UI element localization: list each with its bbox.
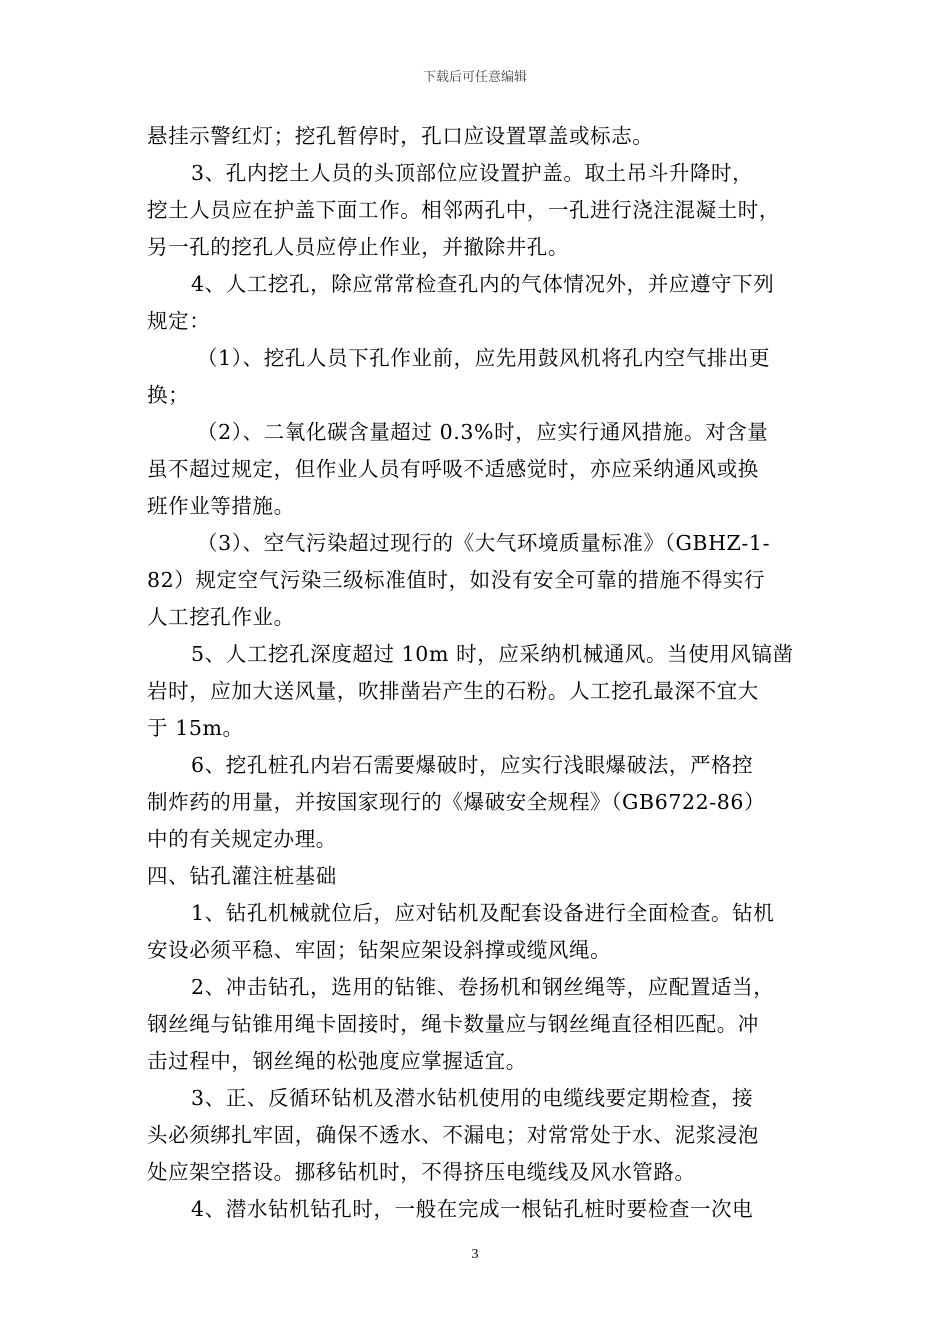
text-line: 处应架空搭设。挪移钻机时，不得挤压电缆线及风水管路。 <box>147 1160 696 1184</box>
text-line: 击过程中，钢丝绳的松弛度应掌握适宜。 <box>147 1049 527 1073</box>
text-line: 悬挂示警红灯；挖孔暂停时，孔口应设置罩盖或标志。 <box>147 124 654 148</box>
page-header: 下载后可任意编辑 <box>422 70 527 85</box>
text-line: 头必须绑扎牢固，确保不透水、不漏电；对常常处于水、泥浆浸泡 <box>147 1123 759 1147</box>
text-line: 挖土人员应在护盖下面工作。相邻两孔中，一孔进行浇注混凝土时， <box>147 198 780 222</box>
text-line: 制炸药的用量，并按国家现行的《爆破安全规程》（GB6722-86） <box>147 790 766 814</box>
text-line: 换； <box>147 383 190 407</box>
document-body <box>147 118 807 1228</box>
section-heading: 四、钻孔灌注桩基础 <box>147 864 337 888</box>
text-line: （1）、挖孔人员下孔作业前，应先用鼓风机将孔内空气排出更 <box>197 346 771 370</box>
text-line: 1、钻孔机械就位后，应对钻机及配套设备进行全面检查。钻机 <box>191 901 775 925</box>
text-line: 钢丝绳与钻锥用绳卡固接时，绳卡数量应与钢丝绳直径相匹配。冲 <box>147 1012 759 1036</box>
text-line: 4、潜水钻机钻孔时，一般在完成一根钻孔桩时要检查一次电 <box>191 1197 754 1221</box>
text-line: 岩时，应加大送风量，吹排凿岩产生的石粉。人工挖孔最深不宜大 <box>147 679 759 703</box>
text-line: 于 15m。 <box>147 716 244 740</box>
text-line: 规定： <box>147 309 211 333</box>
text-line: 班作业等措施。 <box>147 494 295 518</box>
text-line: （2）、二氧化碳含量超过 0.3%时，应实行通风措施。对含量 <box>197 420 769 444</box>
text-line: 虽不超过规定，但作业人员有呼吸不适感觉时，亦应采纳通风或换 <box>147 457 759 481</box>
text-line: 82）规定空气污染三级标准值时，如没有安全可靠的措施不得实行 <box>147 568 766 592</box>
text-line: 安设必须平稳、牢固；钻架应架设斜撑或缆风绳。 <box>147 938 612 962</box>
text-line: 6、挖孔桩孔内岩石需要爆破时，应实行浅眼爆破法，严格控 <box>191 753 754 777</box>
text-line: 中的有关规定办理。 <box>147 827 337 851</box>
text-line: 5、人工挖孔深度超过 10m 时，应采纳机械通风。当使用风镐凿 <box>191 642 794 666</box>
page-number: 3 <box>471 1247 479 1262</box>
text-line: 另一孔的挖孔人员应停止作业，并撤除井孔。 <box>147 235 569 259</box>
text-line: 3、正、反循环钻机及潜水钻机使用的电缆线要定期检查，接 <box>191 1086 754 1110</box>
text-line: 4、人工挖孔，除应常常检查孔内的气体情况外，并应遵守下列 <box>191 272 775 296</box>
text-line: 人工挖孔作业。 <box>147 605 295 629</box>
text-line: （3）、空气污染超过现行的《大气环境质量标准》（GBHZ-1- <box>197 531 771 555</box>
text-line: 2、冲击钻孔，选用的钻锥、卷扬机和钢丝绳等，应配置适当， <box>191 975 775 999</box>
text-line: 3、孔内挖土人员的头顶部位应设置护盖。取土吊斗升降时， <box>191 161 754 185</box>
